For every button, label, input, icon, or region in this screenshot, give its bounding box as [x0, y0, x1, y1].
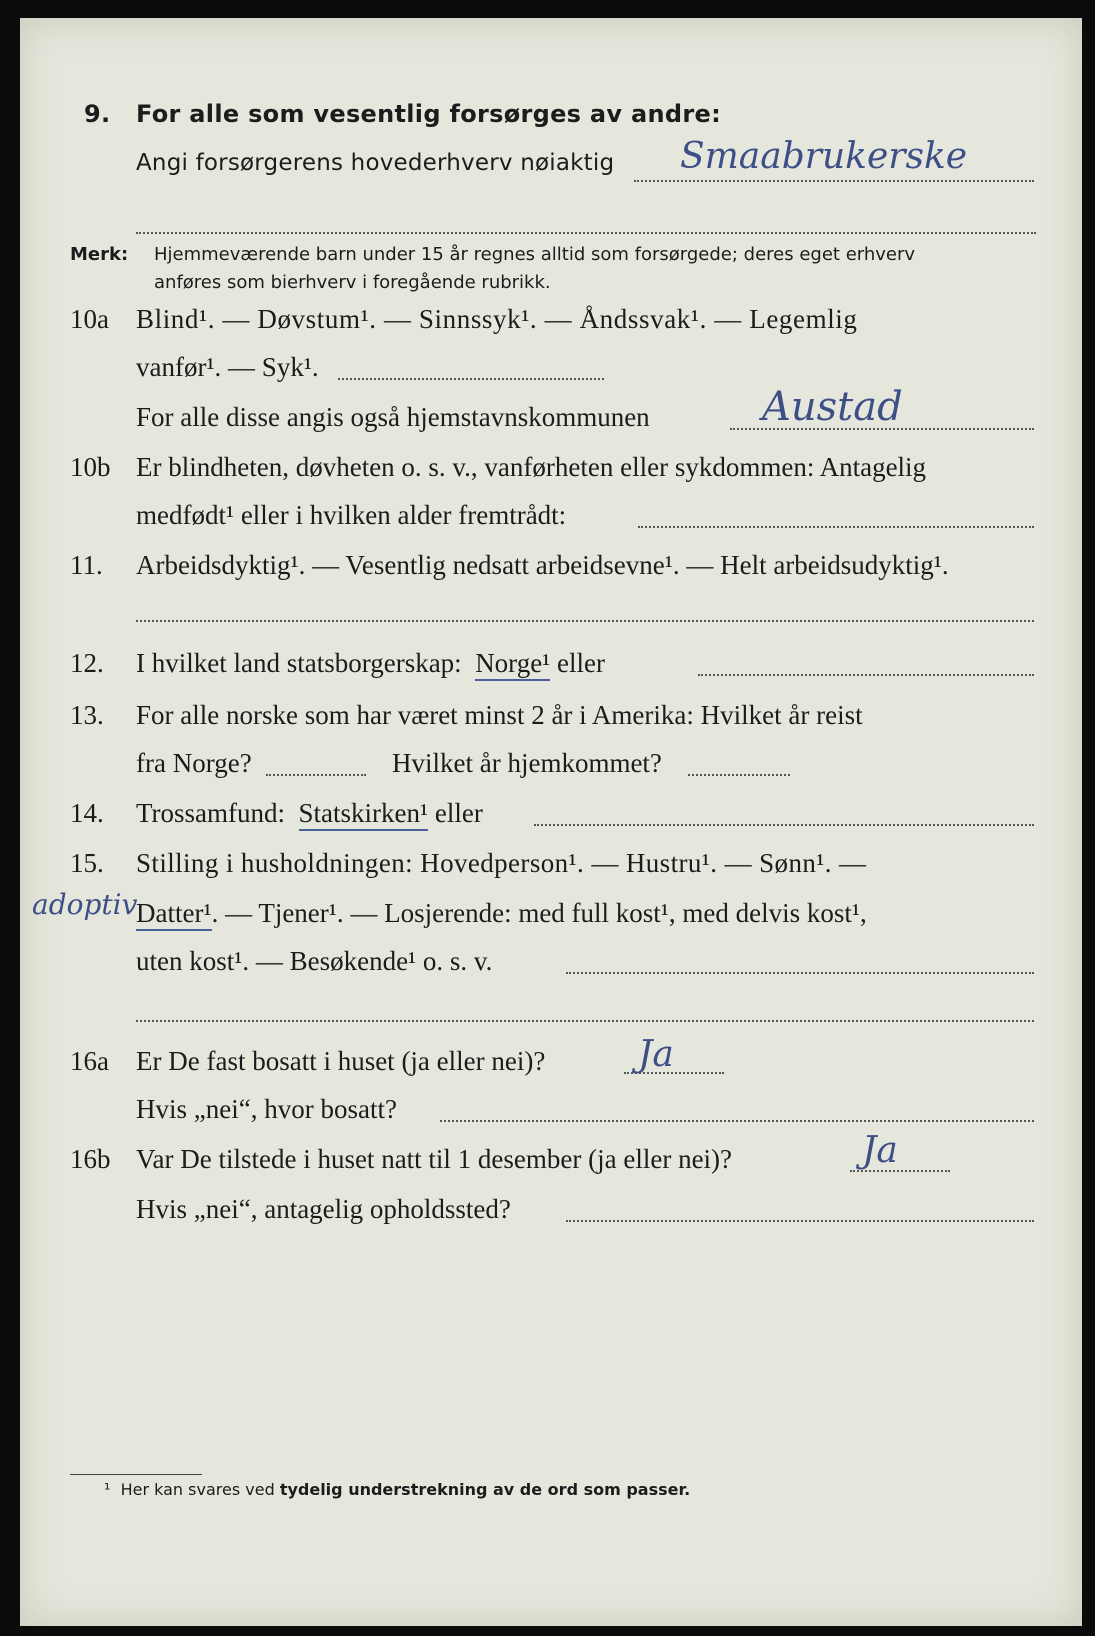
q10b-line1: Er blindheten, døvheten o. s. v., vanførheten eller sykdommen: Antagelig	[136, 452, 927, 482]
q14-answer-line	[534, 824, 1034, 826]
q16a-number: 16a	[70, 1046, 109, 1076]
q16b-line2: Hvis „nei“, antagelig opholdssted?	[136, 1194, 511, 1224]
q11-number: 11.	[70, 550, 103, 580]
q16a-line1: Er De fast bosatt i huset (ja eller nei)?	[136, 1046, 546, 1076]
q12-line: I hvilket land statsborgerskap: Norge¹ eller	[136, 648, 605, 679]
q15-underlined-answer: Datter¹	[136, 898, 212, 931]
q9-line1: For alle som vesentlig forsørges av andre:	[136, 100, 721, 128]
q10a-syk-line	[338, 378, 604, 380]
q10a-line1: Blind¹. — Døvstum¹. — Sinnssyk¹. — Åndssvak¹. — Legemlig	[136, 304, 858, 334]
q16b-opholdssted-line	[566, 1220, 1034, 1222]
q14-underlined-answer: Statskirken¹	[299, 798, 429, 831]
q16b-number: 16b	[70, 1144, 111, 1174]
q9-extra-line	[136, 232, 1036, 234]
merk-label: Merk:	[70, 244, 129, 265]
q13-number: 13.	[70, 700, 104, 730]
q16b-handwritten-answer: Ja	[862, 1130, 898, 1171]
q10a-line2: vanfør¹. — Syk¹.	[136, 352, 319, 382]
merk-line2: anføres som bierhverv i foregående rubrikk.	[154, 272, 551, 293]
q12-number: 12.	[70, 648, 104, 678]
footnote-rule	[70, 1474, 202, 1475]
q10a-number: 10a	[70, 304, 109, 334]
q15-margin-note: adoptiv	[32, 888, 138, 921]
q9-number: 9.	[84, 100, 111, 128]
q15-line1: Stilling i husholdningen: Hovedperson¹. — Hustru¹. — Sønn¹. —	[136, 848, 867, 878]
q10b-line2: medfødt¹ eller i hvilken alder fremtrådt:	[136, 500, 567, 530]
q12-answer-line	[698, 674, 1034, 676]
q13-line1: For alle norske som har været minst 2 år i Amerika: Hvilket år reist	[136, 700, 863, 730]
q15-line2: Datter¹. — Tjener¹. — Losjerende: med full kost¹, med delvis kost¹,	[136, 898, 867, 929]
q16a-handwritten-answer: Ja	[638, 1034, 674, 1075]
q16a-bosatt-line	[440, 1120, 1034, 1122]
q10a-line3: For alle disse angis også hjemstavnskommunen	[136, 402, 650, 432]
q13-line2a: fra Norge?	[136, 748, 252, 778]
q10b-answer-line	[638, 526, 1034, 528]
footnote-mark: ¹	[104, 1480, 111, 1499]
q13-reist-line	[266, 774, 366, 776]
q14-number: 14.	[70, 798, 104, 828]
q12-underlined-answer: Norge¹	[475, 648, 550, 681]
q16b-line1: Var De tilstede i huset natt til 1 desember (ja eller nei)?	[136, 1144, 733, 1174]
q10a-handwritten-answer: Austad	[762, 384, 903, 430]
q9-line2: Angi forsørgerens hovederhverv nøiaktig	[136, 150, 615, 176]
q15-number: 15.	[70, 848, 104, 878]
q9-handwritten-answer: Smaabrukerske	[680, 136, 968, 177]
merk-line1: Hjemmeværende barn under 15 år regnes alltid som forsørgede; deres eget erhverv	[154, 244, 916, 265]
q15-answer-line	[566, 972, 1034, 974]
census-form-page	[20, 18, 1082, 1626]
q10b-number: 10b	[70, 452, 111, 482]
q15-extra-line	[136, 1020, 1034, 1022]
q15-line3: uten kost¹. — Besøkende¹ o. s. v.	[136, 946, 493, 976]
q11-extra-line	[136, 620, 1034, 622]
q11-line1: Arbeidsdyktig¹. — Vesentlig nedsatt arbeidsevne¹. — Helt arbeidsudyktig¹.	[136, 550, 949, 580]
footnote: ¹ Her kan svares ved tydelig understrekning av de ord som passer.	[104, 1480, 691, 1499]
q16a-line2: Hvis „nei“, hvor bosatt?	[136, 1094, 397, 1124]
q13-hjemkommet-line	[688, 774, 790, 776]
q14-line: Trossamfund: Statskirken¹ eller	[136, 798, 483, 829]
q13-line2b: Hvilket år hjemkommet?	[392, 748, 662, 778]
q9-answer-line	[634, 180, 1034, 182]
